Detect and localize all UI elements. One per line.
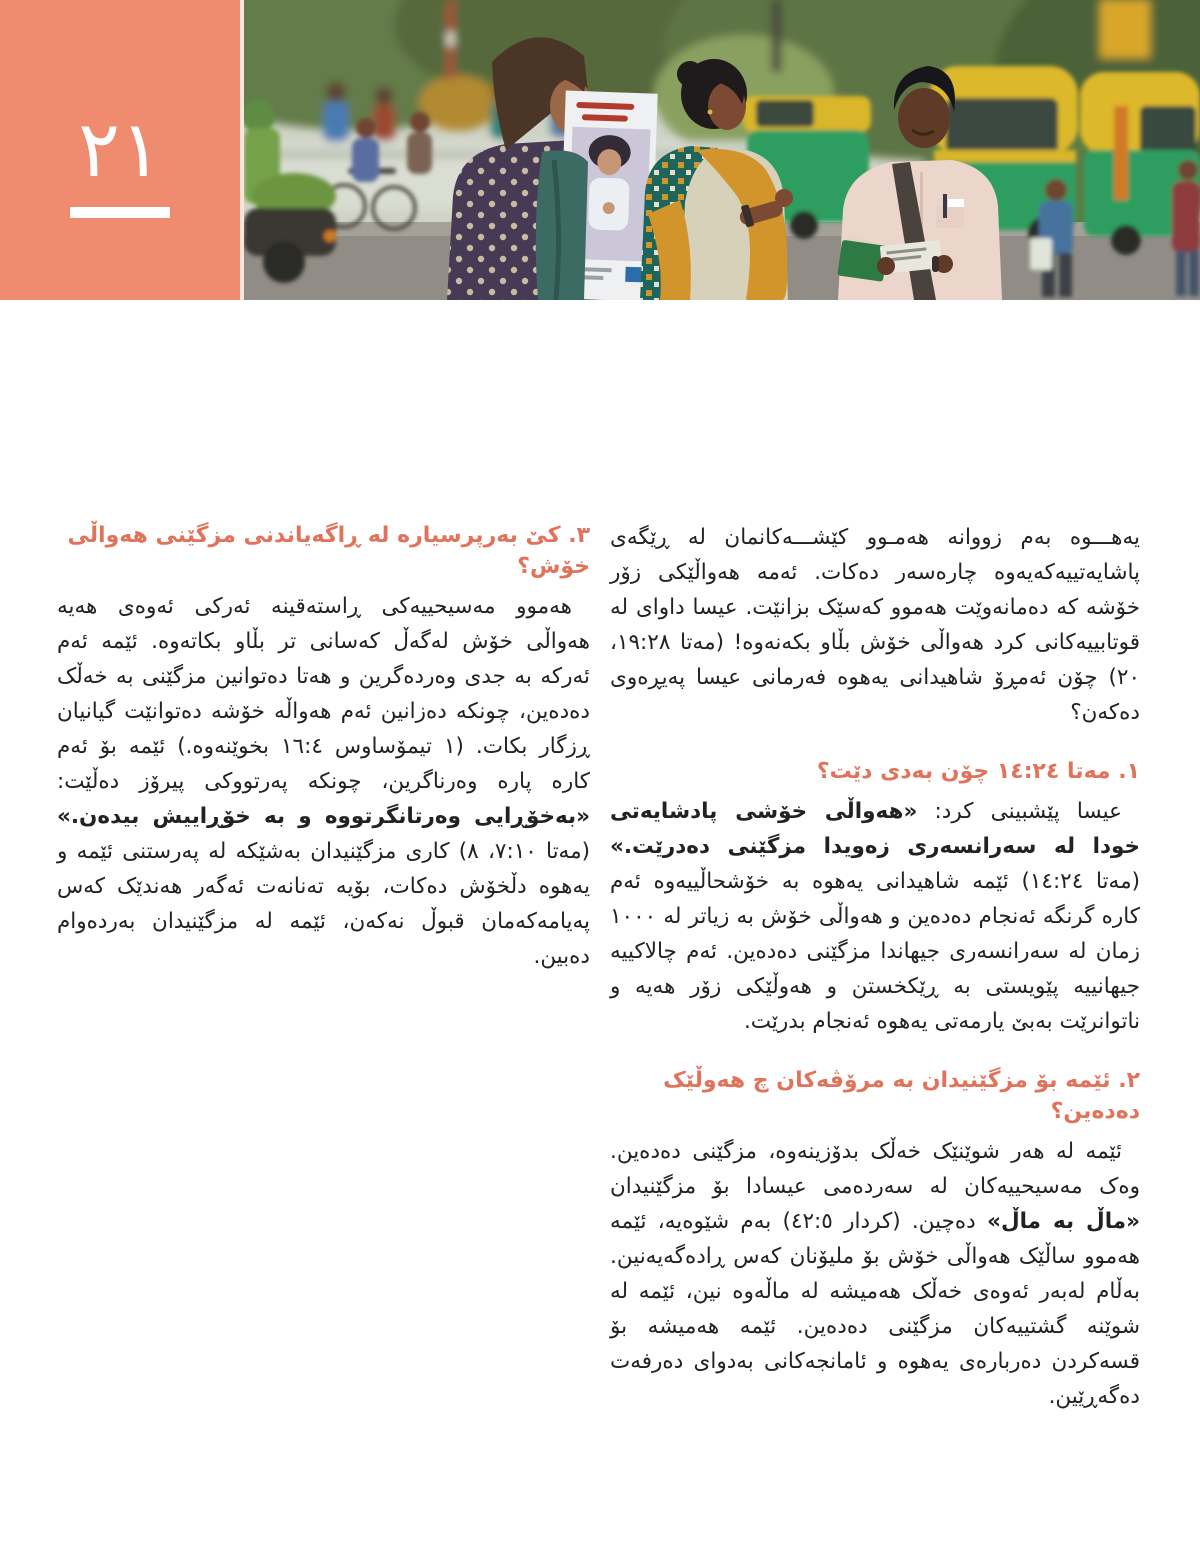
intro-paragraph: یەهـــوە بەم زووانە هەمـوو کێشـــەکانمان لە ڕێگەی پاشایەتییەکەیەوە چارەسەر دەکات. ئەمە هەواڵێکی زۆر خۆشە کە دەمانەوێت هەموو کەسێک بزانێت. عیسا داوای لە قوتابییەکانی کرد هەواڵی خۆش بڵاو بکەنەوە! (مەتا ١٩:٢٨، ٢٠) چۆن ئەمڕۆ شاهیدانی یەهوە فەرمانی عیسا پەیڕەوی دەکەن؟ <box>610 525 1140 725</box>
street-pole <box>772 0 781 72</box>
page-header <box>0 0 1200 300</box>
yellow-sign <box>1100 0 1150 58</box>
street-scene-illustration <box>244 0 1200 300</box>
page-number-underline <box>70 207 170 218</box>
article-body <box>57 520 1140 1414</box>
column-left <box>57 520 590 1414</box>
section-heading-1: ١. مەتا ١٤:٢٤ چۆن بەدی دێت؟ <box>816 759 1140 784</box>
section-paragraph-3: هەموو مەسیحییەکی ڕاستەقینە ئەرکی ئەوەی هەیە هەواڵی خۆش لەگەڵ کەسانی تر بڵاو بکاتەوە. ئێمە ئەم ئەرکە بە جدی وەردەگرین و هەتا دەتوانین مزگێنی بە خەڵک دەدەین، چونکە دەزانین ئەم هەواڵە خۆشە دەتوانێت گیانیان ڕزگار بکات. (١ تیمۆساوس ١٦:٤ بخوێنەوە.) ئێمە بۆ ئەم کارە پارە وەرناگرین، چونکە پەرتووکی پیرۆز دەڵێت: «بەخۆڕایی وەرتانگرتووە و بە خۆڕاییش بیدەن.» (مەتا ٧:١٠، ٨) کاری مزگێنیدان بەشێکە لە پەرستنی ئێمە و یەهوە دڵخۆش دەکات، بۆیە تەنانەت ئەگەر هەندێک کەس پەیامەکەمان قبوڵ نەکەن، ئێمە لە مزگێنیدان بەردەوام دەبین. <box>57 594 590 969</box>
section-heading-3: ٣. کێ بەرپرسیارە لە ڕاگەیاندنی مزگێنی هەواڵی خۆش؟ <box>67 523 590 579</box>
section-paragraph-1: عیسا پێشبینی کرد: «هەواڵی خۆشی پادشایەتی خودا لە سەرانسەری زەویدا مزگێنی دەدرێت.» (مەتا ١٤:٢٤) ئێمە شاهیدانی یەهوە بە خۆشحاڵییەوە ئەم کارە گرنگە ئەنجام دەدەین و هەواڵی خۆش بە زیاتر لە ١٠٠٠ زمان لە سەرانسەری جیهاندا مزگێنی دەدەین. ئەم چالاکییە جیهانییە پێویستی بە ڕێکخستن و هەوڵێکی زۆر هەیە و ناتوانرێت بەبێ یارمەتی یەهوە ئەنجام بدرێت. <box>610 799 1140 1034</box>
column-right <box>610 520 1140 1414</box>
section-paragraph-2: ئێمە لە هەر شوێنێک خەڵک بدۆزینەوە، مزگێنی دەدەین. وەک مەسیحییەکان لە سەردەمی عیسادا بۆ مزگێنیدان «ماڵ بە ماڵ» دەچین. (کردار ٤٢:٥) بەم شێوەیە، ئێمە هەموو ساڵێک هەواڵی خۆش بۆ ملیۆنان کەس ڕادەگەیەنین. بەڵام لەبەر ئەوەی خەڵک هەمیشە لە ماڵەوە نین، ئێمە لە شوێنە گشتییەکان مزگێنی دەدەین. ئێمە هەمیشە بۆ قسەکردن دەربارەی یەهوە و ئامانجەکانی بەدوای دەرفەت دەگەڕێین. <box>610 1139 1140 1409</box>
street-preaching-photo <box>244 0 1200 300</box>
page-number-block <box>0 0 240 300</box>
section-heading-2: ٢. ئێمە بۆ مزگێنیدان بە مرۆڤەکان چ هەوڵێک دەدەین؟ <box>663 1068 1140 1124</box>
foreground-figures <box>447 37 1002 300</box>
page-number: ٢١ <box>78 104 162 195</box>
